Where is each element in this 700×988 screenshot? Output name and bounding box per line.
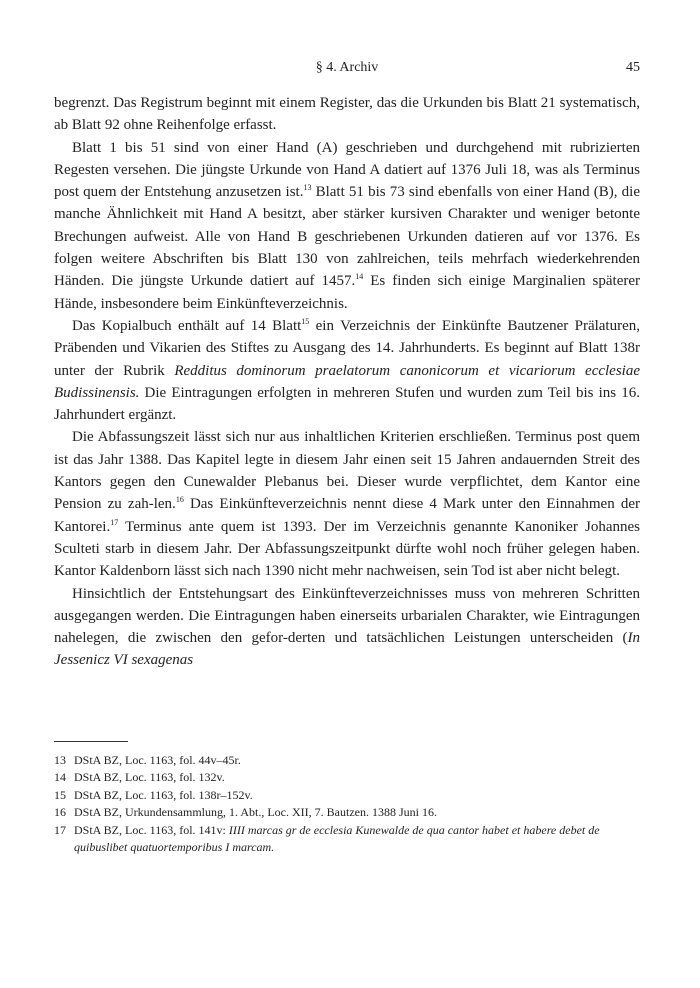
footnotes — [54, 752, 640, 856]
paragraph-text: Blatt 51 bis 73 sind ebenfalls von einer Hand (B), die manche Ähnlichkeit mit Hand A besitzt, aber stärker kursiven Charakter und weniger betonte Brechungen aufweist. Alle von Hand B geschriebenen Urkunden datieren auf vor 1376. Es folgen weitere Abschriften bis Blatt 130 von zahlreichen, teils mehrfach wiederkehrenden Händen. Die jüngste Urkunde datiert auf 1457. — [54, 184, 640, 290]
paragraph-5 — [54, 583, 640, 672]
paragraph-text: begrenzt. Das Registrum beginnt mit einem Register, das die Urkunden bis Blatt 21 systematisch, ab Blatt 92 ohne Reihenfolge erfasst. — [54, 95, 640, 134]
footnote-number: 15 — [54, 787, 66, 802]
footnote-text: DStA BZ, Loc. 1163, fol. 44v–45r. — [74, 753, 241, 767]
paragraph-text: Es finden sich einige Marginalien späterer Hände, insbesondere beim Einkünfteverzeichnis. — [54, 273, 641, 312]
running-head — [54, 60, 640, 82]
footnote-italic-quote: IIII marcas gr de ecclesia Kunewalde de qua cantor habet et habere debet de quibuslibet quatuortemporibus I marcam. — [74, 822, 600, 855]
page-number: 45 — [626, 60, 640, 75]
footnote-number: 17 — [54, 822, 66, 837]
footnote-text: DStA BZ, Loc. 1163, fol. 141v: — [74, 822, 229, 837]
footnote-ref[interactable]: 14 — [355, 272, 364, 282]
footnote-text: DStA BZ, Loc. 1163, fol. 138r–152v. — [74, 787, 253, 802]
paragraph-text: Das Kopialbuch enthält auf 14 Blatt — [72, 317, 302, 334]
running-head-section: § 4. Archiv — [315, 60, 379, 75]
footnote — [54, 752, 640, 769]
footnote-ref[interactable]: 15 — [301, 316, 310, 326]
footnote-number: 16 — [54, 805, 66, 820]
footnote-text: DStA BZ, Urkundensammlung, 1. Abt., Loc. XII, 7. Bautzen. 1388 Juni 16. — [74, 805, 437, 820]
paragraph-text: Die Eintragungen erfolgten in mehreren Stufen und wurden zum Teil bis ins 16. Jahrhundert ergänzt. — [54, 384, 640, 424]
footnote-ref[interactable]: 13 — [303, 183, 312, 193]
footnote-number: 13 — [54, 753, 66, 767]
footnote — [54, 804, 640, 821]
footnote-ref[interactable]: 17 — [110, 517, 119, 527]
footnote-rule — [54, 741, 128, 742]
paragraph-text: Terminus ante quem ist 1393. Der im Verzeichnis genannte Kanoniker Johannes Sculteti starb in diesem Jahr. Der Abfassungszeitpunkt dürfte wohl noch früher gelegen haben. Kantor Kaldenborn lässt sich nach 1390 nicht mehr nachweisen, sein Tod ist aber nicht belegt. — [54, 518, 640, 580]
footnote-text-block — [74, 822, 640, 857]
paragraph-1 — [54, 92, 640, 137]
footnote-text: DStA BZ, Loc. 1163, fol. 132v. — [74, 770, 225, 785]
paragraph-2 — [54, 137, 640, 315]
paragraph-4 — [54, 426, 640, 582]
paragraph-text: Hinsichtlich der Entstehungsart des Einkünfteverzeichnisses muss von mehreren Schritten ausgegangen werden. Die Eintragungen haben einerseits urbarialen Charakter, wie Eintragungen nahelegen, die zwischen den gefor-derten und tatsächlichen Leistungen unterscheiden ( — [54, 585, 640, 647]
footnote-number: 14 — [54, 770, 66, 785]
paragraph-text: Das Einkünfteverzeichnis nennt diese 4 Mark unter den Einnahmen der Kantorei. — [54, 496, 640, 535]
footnote-ref[interactable]: 16 — [175, 495, 184, 505]
body-text — [54, 92, 640, 672]
footnote — [54, 822, 640, 857]
paragraph-text: Blatt 1 bis 51 sind von einer Hand (A) geschrieben und durchgehend mit rubrizierten Regesten versehen. Die jüngste Urkunde von Hand A datiert auf 1376 Juli 18, was als Terminus post quem der Entstehung anzusetzen ist. — [54, 139, 640, 201]
paragraph-3 — [54, 315, 640, 426]
paragraph-text: Die Abfassungszeit lässt sich nur aus inhaltlichen Kriterien erschließen. Terminus post quem ist das Jahr 1388. Das Kapitel legte in diesem Jahr einen seit 15 Jahren andauernden Streit des Kantors gegen den Cunewalder Plebanus bei. Dieser wurde verpflichtet, dem Kantor eine Pension zu zah-len. — [54, 429, 640, 513]
footnote — [54, 769, 640, 786]
footnote — [54, 787, 640, 804]
italic-quote: Redditus dominorum praelatorum canonicorum et vicariorum ecclesiae Budissinensis. — [54, 362, 640, 401]
paragraph-text: ein Verzeichnis der Einkünfte Bautzener Prälaturen, Präbenden und Vikarien des Stiftes zu Ausgang des 14. Jahrhunderts. Es beginnt auf Blatt 138r unter der Rubrik — [54, 317, 640, 379]
italic-quote: In Jessenicz VI sexagenas — [54, 630, 640, 669]
